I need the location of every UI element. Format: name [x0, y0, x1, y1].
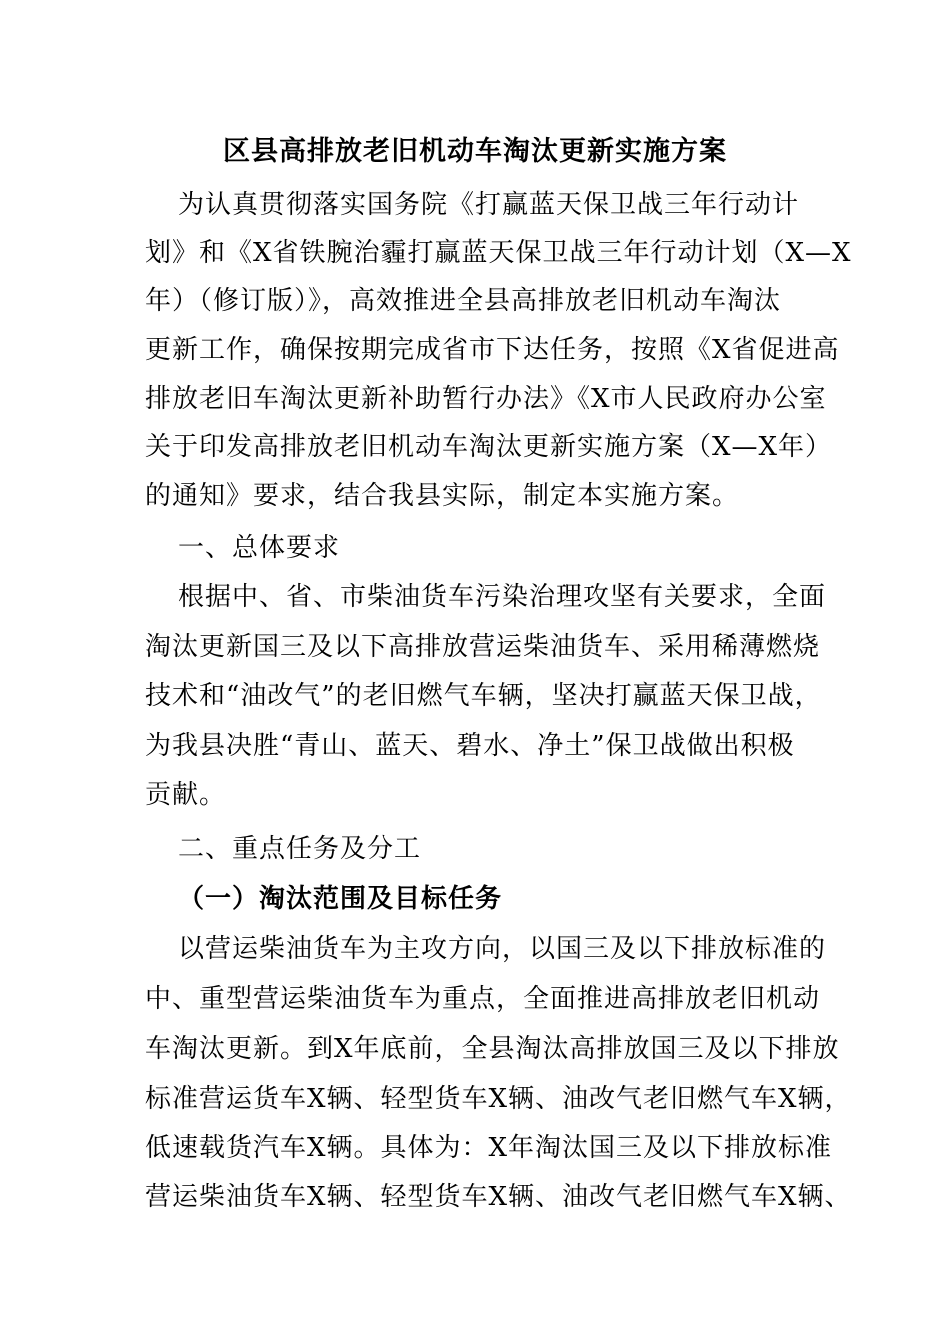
paragraph-line: 关于印发高排放老旧机动车淘汰更新实施方案（X—X年）: [145, 432, 833, 462]
paragraph-line: 标准营运货车X辆、轻型货车X辆、油改气老旧燃气车X辆，: [145, 1084, 852, 1114]
section-heading: 一、总体要求: [178, 533, 341, 563]
paragraph-line: 年）（修订版）》，高效推进全县高排放老旧机动车淘汰: [145, 286, 782, 316]
paragraph-line: 淘汰更新国三及以下高排放营运柴油货车、采用稀薄燃烧: [145, 632, 821, 662]
paragraph-line: 排放老旧车淘汰更新补助暂行办法》《X市人民政府办公室: [145, 384, 827, 414]
paragraph-line: 划》和《X省铁腕治霾打赢蓝天保卫战三年行动计划（X—X: [145, 238, 852, 268]
paragraph-line: 低速载货汽车X辆。具体为：X年淘汰国三及以下排放标准: [145, 1133, 833, 1163]
paragraph-line: 中、重型营运柴油货车为重点，全面推进高排放老旧机动: [145, 984, 821, 1014]
document-title: 区县高排放老旧机动车淘汰更新实施方案: [223, 136, 727, 167]
paragraph-line: 更新工作，确保按期完成省市下达任务，按照《X省促进高: [145, 335, 840, 365]
paragraph-line: 为我县决胜“青山、蓝天、碧水、净土”保卫战做出积极: [145, 731, 795, 761]
paragraph-line: 技术和“油改气”的老旧燃气车辆，坚决打赢蓝天保卫战，: [145, 681, 822, 711]
paragraph-line: 为认真贯彻落实国务院《打赢蓝天保卫战三年行动计: [178, 190, 800, 220]
paragraph-line: 根据中、省、市柴油货车污染治理攻坚有关要求，全面: [178, 582, 827, 612]
subsection-heading: （一）淘汰范围及目标任务: [178, 884, 503, 914]
paragraph-line: 以营运柴油货车为主攻方向，以国三及以下排放标准的: [178, 934, 827, 964]
section-heading: 二、重点任务及分工: [178, 834, 422, 864]
paragraph-line: 营运柴油货车X辆、轻型货车X辆、油改气老旧燃气车X辆、: [145, 1182, 852, 1212]
paragraph-line: 的通知》要求，结合我县实际，制定本实施方案。: [145, 481, 740, 511]
paragraph-line: 贡献。: [145, 780, 227, 810]
paragraph-line: 车淘汰更新。到X年底前，全县淘汰高排放国三及以下排放: [145, 1034, 840, 1064]
